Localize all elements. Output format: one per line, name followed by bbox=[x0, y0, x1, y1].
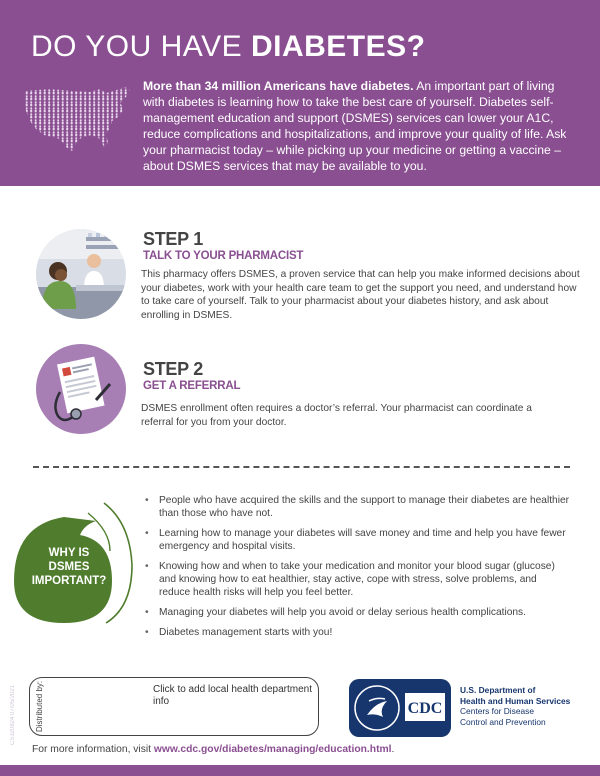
list-item: • Managing your diabetes will help you avoid or delay serious health complications. bbox=[145, 606, 570, 619]
intro-text bbox=[143, 78, 575, 174]
document-code: CS320824 07/05/2021 bbox=[10, 684, 16, 745]
cdc-mark: CDC bbox=[407, 700, 443, 717]
step2-subtitle: GET A REFERRAL bbox=[143, 380, 241, 392]
step1-body: This pharmacy offers DSMES, a proven service that can help you make informed decisions about your diabetes, work with your health care team to get the support you need, and understand how to take care of yourself. Talk to your pharmacist about your diabetes history, and ask about enrolling in DSMES. bbox=[141, 269, 580, 321]
hhs-line1: U.S. Department of bbox=[460, 685, 536, 695]
page-title bbox=[31, 30, 425, 64]
list-item: • Knowing how and when to take your medication and monitor your blood sugar (glucose) and knowing how to eat healthier, stay active, cope with stress, solve problems, and reduce health risks will help you feel better. bbox=[145, 560, 570, 599]
more-info-link[interactable]: www.cdc.gov/diabetes/managing/education.html bbox=[153, 744, 392, 755]
step1-title: STEP 1 bbox=[143, 229, 203, 249]
why-line3: IMPORTANT? bbox=[31, 575, 107, 587]
step2-title: STEP 2 bbox=[143, 359, 203, 379]
why-bullet-list bbox=[145, 494, 570, 646]
list-item: • People who have acquired the skills and the support to manage their diabetes are healthier than those who have not. bbox=[145, 494, 570, 520]
hhs-line2: Health and Human Services bbox=[460, 695, 571, 706]
list-item: • Diabetes management starts with you! bbox=[145, 626, 570, 639]
why-heading bbox=[16, 546, 122, 588]
why-line1: WHY IS bbox=[48, 547, 90, 559]
step1-subtitle: TALK TO YOUR PHARMACIST bbox=[143, 250, 304, 262]
why-line2: DSMES bbox=[48, 561, 90, 573]
intro-rest: An important part of living with diabetes is learning how to take the best care of yourself. Diabetes self-management education and support (DSMES) services can lower your A1C, reduce complications and hospitalizations, and improve your quality of life. Ask your pharmacist today – while picking up your medicine or getting a vaccine – about DSMES services that may be available to you. bbox=[143, 79, 567, 173]
pharmacist-illustration-icon bbox=[36, 229, 126, 319]
title-bold: DIABETES? bbox=[250, 30, 426, 63]
section-divider bbox=[33, 466, 570, 468]
more-info-text bbox=[32, 744, 394, 755]
us-map-people-icon bbox=[20, 83, 135, 155]
header-banner bbox=[0, 0, 600, 186]
pharmacist-illustration bbox=[36, 229, 126, 319]
step2-body: DSMES enrollment often requires a doctor’s referral. Your pharmacist can coordinate a referral for you from your doctor. bbox=[141, 403, 532, 428]
hhs-cdc-name bbox=[460, 685, 570, 727]
local-info-field[interactable]: Click to add local health department info bbox=[153, 684, 312, 707]
more-info-suffix: . bbox=[391, 744, 395, 755]
list-item: • Learning how to manage your diabetes will save money and time and help you have fewer emergency and hospital visits. bbox=[145, 527, 570, 553]
intro-bold: More than 34 million Americans have diabetes. bbox=[143, 79, 414, 93]
cdc-line1: Centers for Disease bbox=[460, 706, 535, 716]
more-info-prefix: For more information, visit bbox=[32, 744, 154, 755]
footer-bar bbox=[0, 765, 600, 776]
cdc-line2: Control and Prevention bbox=[460, 716, 546, 727]
title-prefix: DO YOU HAVE bbox=[31, 30, 251, 63]
referral-clipboard-stethoscope-icon bbox=[36, 344, 126, 434]
referral-illustration bbox=[36, 344, 126, 434]
cdc-logo-icon bbox=[349, 679, 451, 737]
distributed-by-label: Distributed by: bbox=[35, 680, 44, 732]
